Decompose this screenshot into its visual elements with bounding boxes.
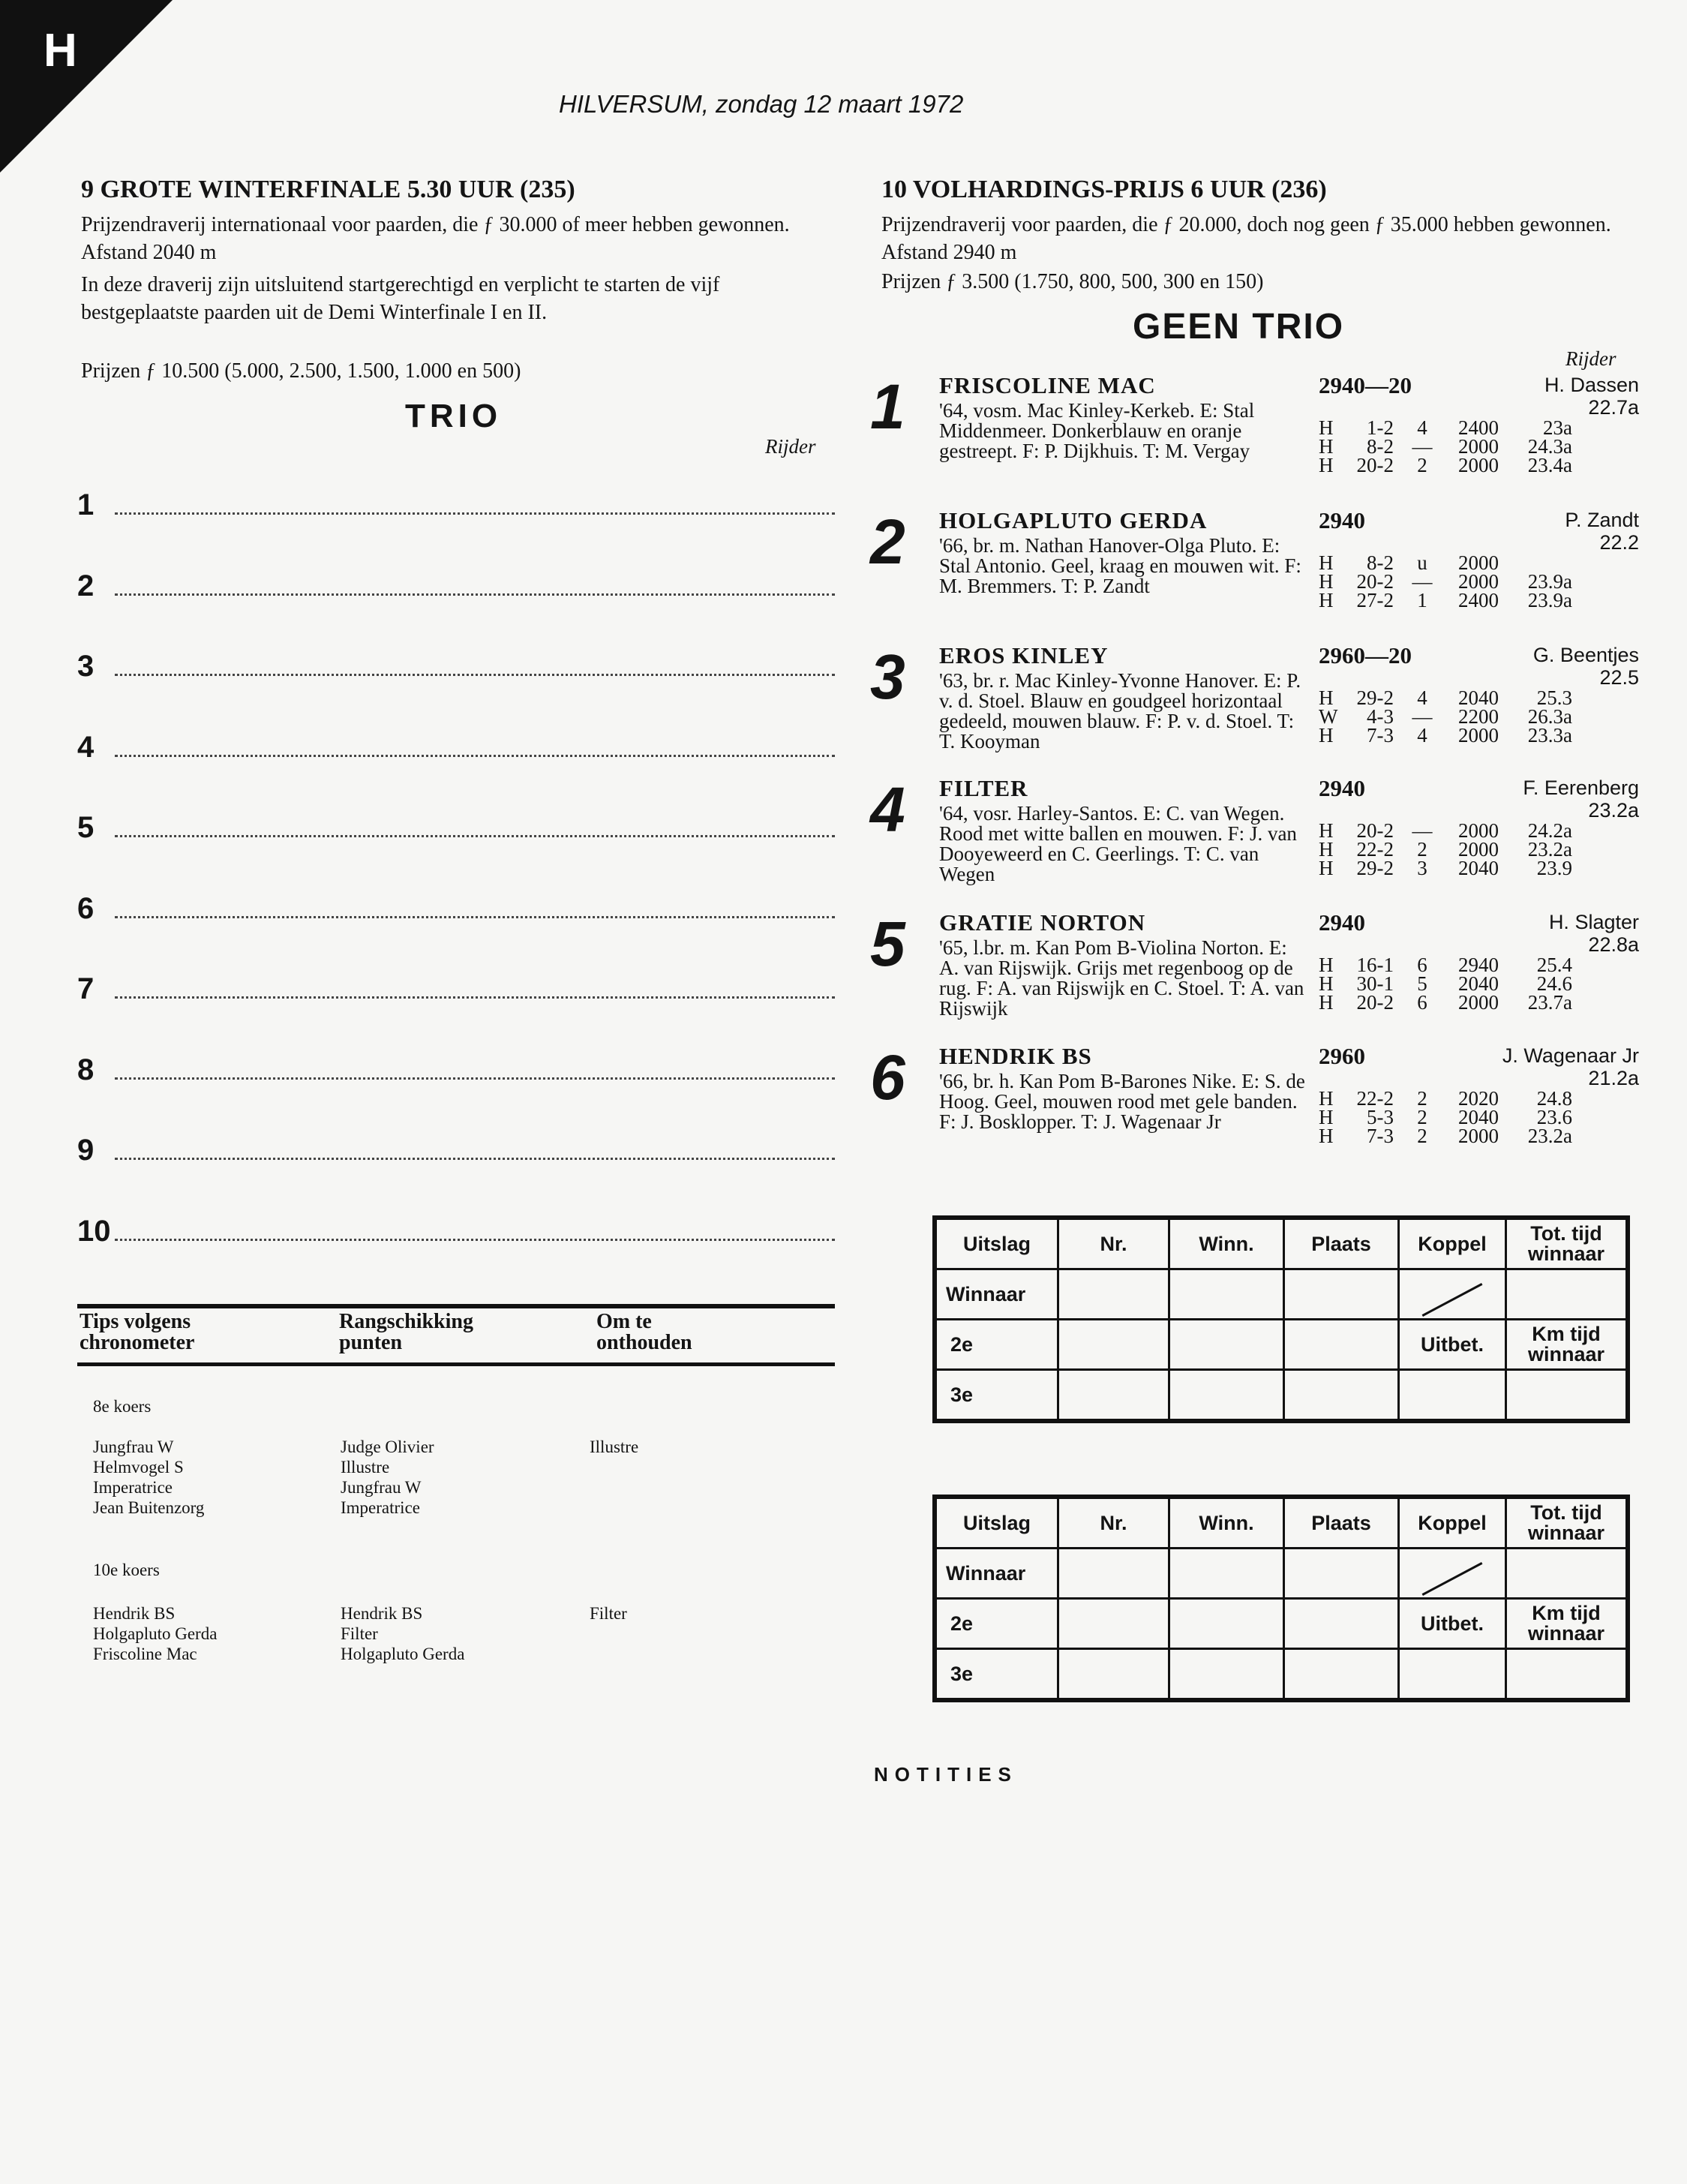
form-row [1319, 1127, 1572, 1146]
race9-rijder-label: Rijder [765, 435, 816, 458]
race10-description: Prijzendraverij voor paarden, die ƒ 20.000, doch nog geen ƒ 35.000 hebben gewonnen. Afstand 2940 m [881, 213, 1611, 264]
tip-item: Illustre [341, 1458, 390, 1477]
result-cell [1058, 1320, 1169, 1370]
horse-distance: 2940 [1319, 507, 1365, 533]
form-cell: 2040 [1458, 857, 1499, 879]
trio-row-number: 2 [77, 569, 95, 602]
result-cell [1284, 1599, 1399, 1649]
horse-form-table [1319, 956, 1572, 1012]
form-cell: 20-2 [1356, 991, 1394, 1014]
horse-driver: G. Beentjes [1532, 644, 1639, 666]
koers10-onthouden-list [590, 1603, 627, 1624]
race9-title: 9 GROTE WINTERFINALE 5.30 UUR (235) [81, 176, 575, 203]
tip-item: Holgapluto Gerda [93, 1624, 218, 1643]
form-cell: 4 [1417, 416, 1427, 439]
form-cell: 23.9 [1536, 857, 1572, 879]
race9-description [81, 211, 839, 326]
koers8-chrono-list [93, 1437, 204, 1518]
tweede-label: 2e [935, 1320, 1058, 1370]
form-cell: 23.9a [1527, 570, 1572, 593]
result-cell [1284, 1269, 1399, 1320]
form-cell: 2000 [1458, 724, 1499, 747]
form-cell: — [1412, 435, 1433, 458]
form-cell: 2400 [1458, 416, 1499, 439]
tip-item: Imperatrice [341, 1498, 420, 1517]
form-cell: 4 [1417, 686, 1427, 709]
horse-entry [870, 372, 1639, 500]
uitslag-header: Uitslag [935, 1218, 1058, 1269]
result-cell [1399, 1649, 1506, 1701]
horse-form-table [1319, 1089, 1572, 1146]
result-table-1 [932, 1215, 1630, 1423]
slash-mark [1422, 1283, 1483, 1317]
horse-number: 2 [870, 506, 905, 577]
trio-row [77, 1199, 835, 1248]
form-cell: 2 [1417, 1106, 1427, 1128]
form-cell: 26.3a [1527, 705, 1572, 728]
horse-name: EROS KINLEY [939, 642, 1109, 668]
tip-item: Hendrik BS [341, 1604, 423, 1623]
form-cell: 2400 [1458, 589, 1499, 611]
trio-row-number: 9 [77, 1134, 95, 1167]
trio-dotted-line [115, 996, 835, 999]
race10-title: 10 VOLHARDINGS-PRIJS 6 UUR (236) [881, 176, 1327, 203]
form-cell: 5-3 [1367, 1106, 1394, 1128]
tip-item: Filter [341, 1624, 378, 1643]
form-cell: 27-2 [1356, 589, 1394, 611]
form-cell: 23.7a [1527, 991, 1572, 1014]
form-cell: 30-1 [1356, 972, 1394, 995]
nr-header: Nr. [1058, 1497, 1169, 1549]
horse-driver: P. Zandt [1565, 509, 1639, 531]
horse-form-table [1319, 686, 1572, 747]
tip-item: Filter [590, 1604, 627, 1623]
trio-row [77, 795, 835, 844]
trio-row [77, 634, 835, 683]
horse-number: 3 [870, 641, 905, 712]
uitbet-label: Uitbet. [1399, 1320, 1506, 1370]
horse-form-table [1319, 819, 1572, 879]
form-cell: 4 [1417, 724, 1427, 747]
horse-distance: 2960—20 [1319, 642, 1412, 668]
trio-dotted-line [115, 674, 835, 676]
form-cell: 5 [1417, 972, 1427, 995]
form-cell: 6 [1417, 954, 1427, 976]
trio-dotted-line [115, 1239, 835, 1241]
form-cell: 23.9a [1527, 589, 1572, 611]
form-cell: 2 [1417, 838, 1427, 861]
trio-dotted-line [115, 1077, 835, 1080]
horse-rating: 22.2 [1599, 531, 1639, 554]
plaats-header: Plaats [1284, 1497, 1399, 1549]
form-cell: 2200 [1458, 705, 1499, 728]
horse-rating: 21.2a [1588, 1067, 1639, 1089]
koppel-header: Koppel [1399, 1218, 1506, 1269]
trio-dotted-line [115, 593, 835, 596]
form-cell: 2000 [1458, 991, 1499, 1014]
trio-row-number: 4 [77, 730, 95, 764]
form-cell: 3 [1417, 857, 1427, 879]
horse-rating: 22.5 [1599, 666, 1639, 689]
form-cell: 4-3 [1367, 705, 1394, 728]
form-cell: 1 [1417, 589, 1427, 611]
form-cell: 23.3a [1527, 724, 1572, 747]
horse-driver: J. Wagenaar Jr [1502, 1044, 1639, 1067]
trio-row-number: 3 [77, 650, 95, 683]
tips-bottom-rule [77, 1362, 835, 1366]
result-cell [1284, 1320, 1399, 1370]
result-cell [1058, 1549, 1169, 1599]
derde-label: 3e [935, 1649, 1058, 1701]
corner-letter: H [44, 25, 77, 77]
horse-distance: 2960 [1319, 1043, 1365, 1069]
tip-item: Holgapluto Gerda [341, 1645, 465, 1663]
page-date: HILVERSUM, zondag 12 maart 1972 [559, 90, 964, 118]
trio-row [77, 957, 835, 1005]
km-tijd-label: Km tijd winnaar [1506, 1320, 1628, 1370]
uitbet-label: Uitbet. [1399, 1599, 1506, 1649]
form-cell: 24.2a [1527, 819, 1572, 842]
form-cell: 23.2a [1527, 1125, 1572, 1147]
form-cell: 23.4a [1527, 454, 1572, 476]
form-cell: H [1319, 838, 1334, 861]
result-table-2 [932, 1495, 1630, 1702]
horse-entry [870, 507, 1639, 635]
horse-description: '65, l.br. m. Kan Pom B-Violina Norton. E: A. van Rijswijk. Grijs met regenboog op de rug. F: A. van Rijswijk en C. Stoel. T: A. van Rijswijk [939, 936, 1304, 1020]
form-cell: 2 [1417, 1087, 1427, 1110]
result-cell [1399, 1370, 1506, 1422]
tip-item: Helmvogel S [93, 1458, 184, 1477]
horse-entry [870, 775, 1639, 903]
form-cell: 23.2a [1527, 838, 1572, 861]
horse-description: '63, br. r. Mac Kinley-Yvonne Hanover. E: P. v. d. Stoel. Blauw en goudgeel horizontaal gedeeld, mouwen blauw. F: P. v. d. Stoel. T: T. Kooyman [939, 669, 1301, 753]
form-cell: 23.6 [1536, 1106, 1572, 1128]
horse-driver: H. Slagter [1548, 911, 1639, 933]
koers10-label: 10e koers [93, 1561, 160, 1579]
tip-item: Jean Buitenzorg [93, 1498, 205, 1517]
horse-rating: 22.8a [1588, 933, 1639, 956]
race9-desc2: In deze draverij zijn uitsluitend startgerechtigd en verplicht te starten de vijf bestgeplaatste paarden uit de Demi Winterfinale I en II. [81, 273, 720, 324]
trio-dotted-line [115, 512, 835, 515]
trio-row-number: 6 [77, 891, 95, 925]
form-cell: — [1412, 705, 1433, 728]
corner-tab [0, 0, 173, 173]
form-cell: H [1319, 686, 1334, 709]
form-cell: — [1412, 570, 1433, 593]
horse-entry [870, 1043, 1639, 1170]
horse-name: HOLGAPLUTO GERDA [939, 507, 1208, 533]
horse-driver: F. Eerenberg [1523, 777, 1639, 799]
form-cell: u [1417, 551, 1427, 574]
form-cell: 22-2 [1356, 1087, 1394, 1110]
form-cell: 2000 [1458, 819, 1499, 842]
form-cell: 6 [1417, 991, 1427, 1014]
form-cell: H [1319, 1125, 1334, 1147]
winn-header: Winn. [1169, 1497, 1284, 1549]
koppel-header: Koppel [1399, 1497, 1506, 1549]
form-row [1319, 591, 1572, 610]
horse-distance: 2940 [1319, 775, 1365, 801]
form-cell: 20-2 [1356, 570, 1394, 593]
form-cell: 24.8 [1536, 1087, 1572, 1110]
koers8-label: 8e koers [93, 1397, 152, 1416]
tip-item: Jungfrau W [93, 1437, 174, 1456]
derde-label: 3e [935, 1370, 1058, 1422]
horse-name: FRISCOLINE MAC [939, 372, 1156, 398]
race10-prizes: Prijzen ƒ 3.500 (1.750, 800, 500, 300 en 150) [881, 270, 1264, 293]
result-cell [1058, 1649, 1169, 1701]
form-cell: 8-2 [1367, 551, 1394, 574]
form-cell: 16-1 [1356, 954, 1394, 976]
form-cell: 24.6 [1536, 972, 1572, 995]
horse-entry [870, 909, 1639, 1037]
horse-form-table [1319, 416, 1572, 476]
form-cell: 2 [1417, 1125, 1427, 1147]
result-cell [1169, 1370, 1284, 1422]
form-cell: H [1319, 991, 1334, 1014]
form-row [1319, 1089, 1572, 1108]
form-cell: 20-2 [1356, 819, 1394, 842]
plaats-header: Plaats [1284, 1218, 1399, 1269]
race9-desc1: Prijzendraverij internationaal voor paarden, die ƒ 30.000 of meer hebben gewonnen. Afstand 2040 m [81, 213, 790, 264]
form-cell: 2040 [1458, 1106, 1499, 1128]
form-cell: H [1319, 724, 1334, 747]
form-cell: H [1319, 1087, 1334, 1110]
form-cell: H [1319, 551, 1334, 574]
tip-item: Imperatrice [93, 1478, 173, 1497]
form-cell: 7-3 [1367, 1125, 1394, 1147]
horse-number: 5 [870, 909, 905, 979]
uitslag-header: Uitslag [935, 1497, 1058, 1549]
trio-heading: TRIO [405, 398, 503, 434]
form-cell: 7-3 [1367, 724, 1394, 747]
trio-row-number: 1 [77, 488, 95, 521]
trio-row [77, 1118, 835, 1167]
horse-distance: 2940 [1319, 909, 1365, 936]
trio-row [77, 1038, 835, 1086]
form-cell: 25.4 [1536, 954, 1572, 976]
nr-header: Nr. [1058, 1218, 1169, 1269]
form-cell: 22-2 [1356, 838, 1394, 861]
form-cell: 2020 [1458, 1087, 1499, 1110]
form-cell: 29-2 [1356, 686, 1394, 709]
form-cell: 23a [1543, 416, 1572, 439]
horse-name: GRATIE NORTON [939, 909, 1146, 936]
horse-form-table [1319, 551, 1572, 611]
koppel-slash-cell [1399, 1549, 1506, 1599]
tot-tijd-header: Tot. tijd winnaar [1506, 1497, 1628, 1549]
form-cell: 2000 [1458, 838, 1499, 861]
horse-number: 6 [870, 1042, 905, 1113]
form-cell: 20-2 [1356, 454, 1394, 476]
form-cell: 2000 [1458, 1125, 1499, 1147]
form-cell: H [1319, 570, 1334, 593]
slash-mark [1422, 1562, 1483, 1596]
form-cell: H [1319, 819, 1334, 842]
result-cell [1169, 1269, 1284, 1320]
form-cell: 2040 [1458, 686, 1499, 709]
trio-dotted-line [115, 835, 835, 837]
result-cell [1058, 1269, 1169, 1320]
form-row [1319, 456, 1572, 475]
tip-item: Friscoline Mac [93, 1645, 197, 1663]
form-row [1319, 993, 1572, 1012]
form-cell: 2040 [1458, 972, 1499, 995]
tip-item: Hendrik BS [93, 1604, 176, 1623]
race10-rijder-label: Rijder [1565, 347, 1616, 370]
form-cell: 2000 [1458, 551, 1499, 574]
tweede-label: 2e [935, 1599, 1058, 1649]
form-cell: H [1319, 416, 1334, 439]
form-cell: 2000 [1458, 454, 1499, 476]
result-cell [1169, 1649, 1284, 1701]
tip-item: Judge Olivier [341, 1437, 434, 1456]
result-cell [1284, 1649, 1399, 1701]
form-cell: 2000 [1458, 570, 1499, 593]
tips-chrono-header: Tips volgens chronometer [80, 1310, 195, 1354]
horse-rating: 22.7a [1588, 396, 1639, 419]
trio-dotted-line [115, 916, 835, 918]
result-cell [1169, 1320, 1284, 1370]
horse-name: FILTER [939, 775, 1028, 801]
form-row [1319, 726, 1572, 745]
notities-heading: NOTITIES [874, 1763, 1018, 1786]
trio-row [77, 473, 835, 521]
result-cell [1058, 1370, 1169, 1422]
form-cell: H [1319, 589, 1334, 611]
form-cell: H [1319, 972, 1334, 995]
tips-onthouden-header: Om te onthouden [596, 1310, 692, 1354]
result-cell [1058, 1599, 1169, 1649]
horse-description: '66, br. m. Nathan Hanover-Olga Pluto. E: Stal Antonio. Geel, kraag en mouwen wit. F: M. Bremmers. T: P. Zandt [939, 534, 1301, 597]
form-cell: 2940 [1458, 954, 1499, 976]
horse-description: '64, vosr. Harley-Santos. E: C. van Wegen. Rood met witte ballen en mouwen. F: J. van Dooyeweerd en C. Geerlings. T: C. van Wegen [939, 802, 1297, 885]
result-cell [1284, 1549, 1399, 1599]
trio-row [77, 554, 835, 602]
winn-header: Winn. [1169, 1218, 1284, 1269]
form-cell: 2000 [1458, 435, 1499, 458]
trio-row [77, 876, 835, 925]
result-cell [1506, 1269, 1628, 1320]
tips-top-rule [77, 1304, 835, 1308]
form-cell: H [1319, 435, 1334, 458]
form-cell: 25.3 [1536, 686, 1572, 709]
horse-number: 4 [870, 774, 905, 845]
form-cell: H [1319, 454, 1334, 476]
trio-row [77, 715, 835, 764]
tip-item: Illustre [590, 1437, 639, 1456]
result-cell [1506, 1370, 1628, 1422]
koppel-slash-cell [1399, 1269, 1506, 1320]
trio-row-number: 10 [77, 1214, 111, 1248]
winnaar-label: Winnaar [935, 1269, 1058, 1320]
form-row [1319, 859, 1572, 878]
tips-punten-header: Rangschikking punten [339, 1310, 473, 1354]
koers10-punten-list [341, 1603, 464, 1664]
horse-distance: 2940—20 [1319, 372, 1412, 398]
trio-dotted-line [115, 755, 835, 757]
horse-number: 1 [870, 371, 905, 442]
horse-entry [870, 642, 1639, 770]
form-cell: W [1319, 705, 1338, 728]
race9-prizes: Prijzen ƒ 10.500 (5.000, 2.500, 1.500, 1.000 en 500) [81, 359, 521, 383]
winnaar-label: Winnaar [935, 1549, 1058, 1599]
trio-row-number: 7 [77, 972, 95, 1005]
tip-item: Jungfrau W [341, 1478, 422, 1497]
horse-rating: 23.2a [1588, 799, 1639, 822]
form-cell: 2 [1417, 454, 1427, 476]
form-cell: H [1319, 954, 1334, 976]
tot-tijd-header: Tot. tijd winnaar [1506, 1218, 1628, 1269]
trio-dotted-line [115, 1158, 835, 1160]
horse-driver: H. Dassen [1544, 374, 1639, 396]
result-cell [1169, 1549, 1284, 1599]
trio-row-number: 5 [77, 811, 95, 844]
form-cell: H [1319, 1106, 1334, 1128]
horse-description: '64, vosm. Mac Kinley-Kerkeb. E: Stal Middenmeer. Donkerblauw en oranje gestreept. F: P. Dijkhuis. T: M. Vergay [939, 399, 1255, 462]
form-cell: 1-2 [1367, 416, 1394, 439]
form-cell: — [1412, 819, 1433, 842]
trio-row-number: 8 [77, 1053, 95, 1086]
result-cell [1506, 1649, 1628, 1701]
koers10-chrono-list [93, 1603, 217, 1664]
geen-trio-heading: GEEN TRIO [1133, 307, 1345, 347]
koers8-onthouden-list [590, 1437, 638, 1457]
horse-description: '66, br. h. Kan Pom B-Barones Nike. E: S. de Hoog. Geel, mouwen rood met gele banden. F: J. Bosklopper. T: J. Wagenaar Jr [939, 1070, 1305, 1133]
form-cell: 24.3a [1527, 435, 1572, 458]
form-cell: 29-2 [1356, 857, 1394, 879]
horse-name: HENDRIK BS [939, 1043, 1092, 1069]
result-cell [1284, 1370, 1399, 1422]
result-cell [1506, 1549, 1628, 1599]
result-cell [1169, 1599, 1284, 1649]
km-tijd-label: Km tijd winnaar [1506, 1599, 1628, 1649]
form-cell: H [1319, 857, 1334, 879]
form-cell: 8-2 [1367, 435, 1394, 458]
koers8-punten-list [341, 1437, 434, 1518]
